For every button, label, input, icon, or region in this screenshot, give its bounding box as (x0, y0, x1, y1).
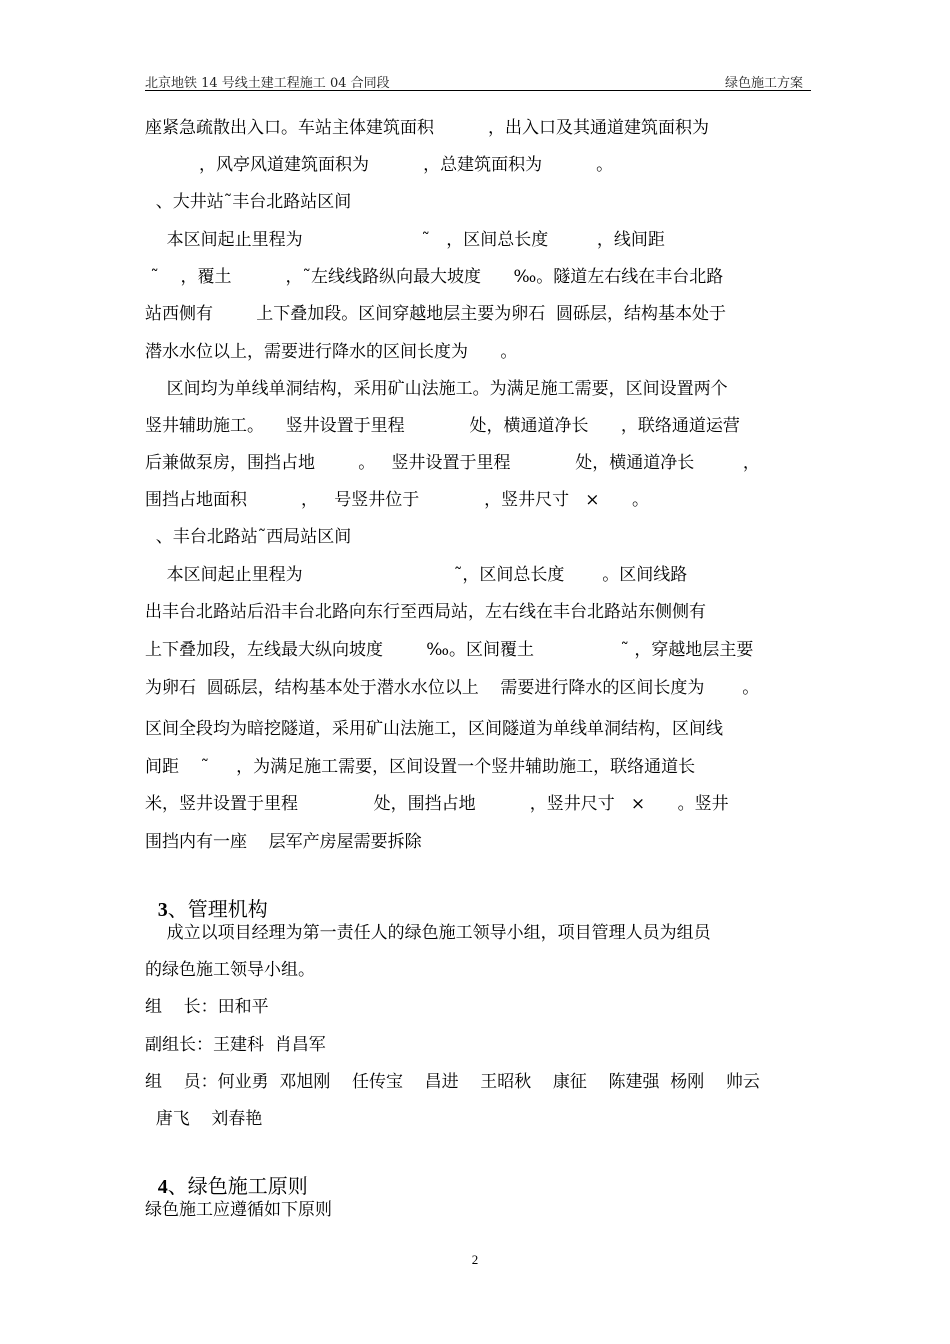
section-number: 4 (157, 1176, 168, 1198)
body-line: ˜ ，覆土 ，˜左线线路纵向最大坡度 ‰。隧道左右线在丰台北路 (145, 267, 724, 287)
header-project-title: 北京地铁 14 号线土建工程施工 04 合同段 (145, 76, 390, 91)
body-line: 围挡占地面积 ， 号竖井位于 ，竖井尺寸 × 。 (145, 490, 649, 510)
subsection-heading: 、大井站˜丰台北路站区间 (145, 192, 352, 212)
deputy-leader-line: 副组长：王建科 肖昌军 (145, 1035, 326, 1055)
page-number: 2 (471, 1252, 479, 1267)
body-line: 区间均为单线单洞结构，采用矿山法施工。为满足施工需要，区间设置两个 (145, 379, 728, 399)
team-leader-line: 组 长：田和平 (145, 997, 269, 1017)
section-heading-4 (145, 1147, 308, 1200)
body-line: 为卵石 圆砾层，结构基本处于潜水水位以上 需要进行降水的区间长度为 。 (145, 678, 760, 698)
section-title: 、绿色施工原则 (167, 1174, 308, 1198)
body-line: 上下叠加段，左线最大纵向坡度 ‰。区间覆土 ˜ ，穿越地层主要 (145, 640, 754, 660)
body-line: 绿色施工应遵循如下原则 (145, 1200, 332, 1220)
body-line: 本区间起止里程为 ˜，区间总长度 。区间线路 (145, 565, 688, 585)
body-line: 的绿色施工领导小组。 (145, 960, 315, 980)
body-line: 间距 ˜ ，为满足施工需要，区间设置一个竖井辅助施工，联络通道长 (145, 757, 696, 777)
section-heading-3 (145, 870, 268, 923)
header-doc-title: 绿色施工方案 (724, 76, 803, 91)
members-line: 唐飞 刘春艳 (145, 1109, 263, 1129)
body-line: ，风亭风道建筑面积为 ，总建筑面积为 。 (145, 155, 614, 175)
body-line: 出丰台北路站后沿丰台北路向东行至西局站，左右线在丰台北路站东侧侧有 (145, 602, 706, 622)
section-title: 、管理机构 (167, 897, 268, 921)
page-header (145, 70, 811, 91)
body-line: 竖井辅助施工。 竖井设置于里程 处，横通道净长 ，联络通道运营 (145, 416, 740, 436)
body-line: 站西侧有 上下叠加段。区间穿越地层主要为卵石 圆砾层，结构基本处于 (145, 304, 727, 324)
section-number: 3 (157, 899, 168, 921)
body-line: 本区间起止里程为 ˜ ，区间总长度 ，线间距 (145, 230, 665, 250)
body-line: 围挡内有一座 层军产房屋需要拆除 (145, 832, 422, 852)
subsection-heading: 、丰台北路站˜西局站区间 (145, 527, 352, 547)
body-line: 区间全段均为暗挖隧道，采用矿山法施工，区间隧道为单线单洞结构，区间线 (145, 719, 723, 739)
body-line: 座紧急疏散出入口。车站主体建筑面积 ，出入口及其通道建筑面积为 (145, 118, 710, 138)
members-line: 组 员：何业勇 邓旭刚 任传宝 昌进 王昭秋 康征 陈建强 杨刚 帅云 (145, 1072, 760, 1092)
body-line: 米，竖井设置于里程 处，围挡占地 ，竖井尺寸 × 。竖井 (145, 794, 729, 814)
body-line: 潜水水位以上，需要进行降水的区间长度为 。 (145, 342, 518, 362)
body-line: 成立以项目经理为第一责任人的绿色施工领导小组，项目管理人员为组员 (145, 923, 711, 943)
body-line: 后兼做泵房，围挡占地 。 竖井设置于里程 处，横通道净长 ， (145, 453, 760, 473)
